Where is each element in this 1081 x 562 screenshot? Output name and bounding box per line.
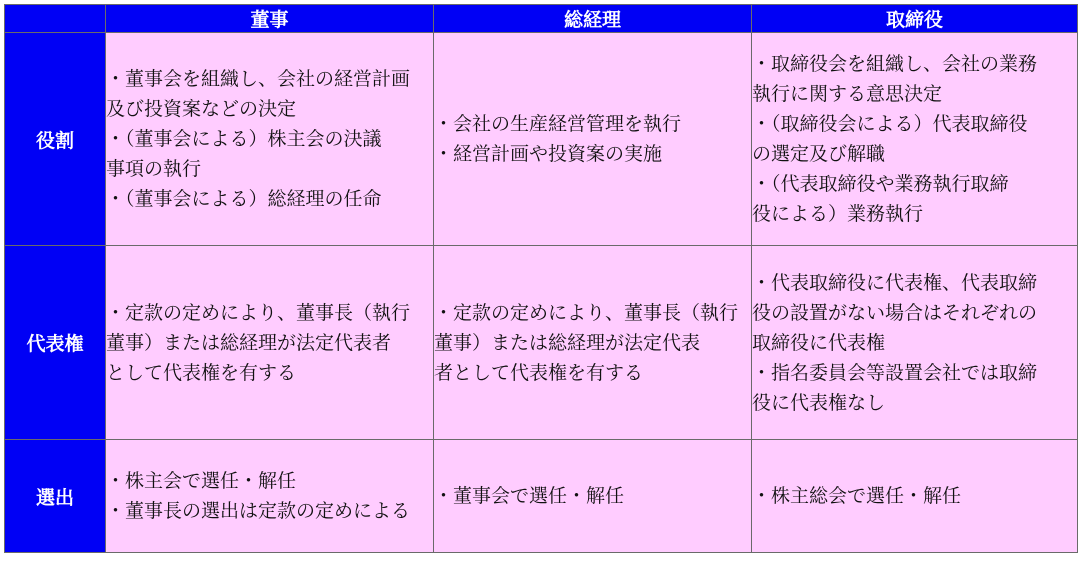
row-header-election: 選出 bbox=[5, 440, 106, 553]
column-header-director: 董事 bbox=[106, 5, 434, 33]
cell-line: ・董事長の選出は定款の定めによる bbox=[106, 500, 411, 522]
cell-line: として代表権を有する bbox=[106, 361, 297, 384]
cell-line: 及び投資案などの決定 bbox=[106, 98, 297, 120]
cell-election-torishimariyaku bbox=[752, 440, 1078, 553]
cell-line: ・株主会で選任・解任 bbox=[106, 470, 297, 492]
cell-line: ・経営計画や投資案の実施 bbox=[434, 143, 663, 165]
column-header-torishimariyaku: 取締役 bbox=[752, 5, 1078, 33]
cell-line: ・指名委員会等設置会社では取締 bbox=[752, 361, 1038, 384]
cell-election-director bbox=[106, 440, 434, 553]
cell-line: ・董事会を組織し、会社の経営計画 bbox=[106, 68, 411, 90]
header-row bbox=[5, 5, 1078, 33]
cell-representation-torishimariyaku bbox=[752, 246, 1078, 440]
cell-line: 者として代表権を有する bbox=[434, 361, 644, 384]
cell-line: 役による）業務執行 bbox=[752, 203, 924, 225]
corner-cell bbox=[5, 5, 106, 33]
cell-line: ・代表取締役に代表権、代表取締 bbox=[752, 271, 1038, 294]
cell-line: ・定款の定めにより、董事長（執行 bbox=[106, 301, 411, 324]
cell-line: 執行に関する意思決定 bbox=[752, 83, 943, 105]
cell-role-torishimariyaku bbox=[752, 33, 1078, 246]
cell-representation-director bbox=[106, 246, 434, 440]
cell-line: ・取締役会を組織し、会社の業務 bbox=[752, 53, 1038, 75]
table-row-role bbox=[5, 33, 1078, 246]
cell-line: 董事）または総経理が法定代表 bbox=[434, 331, 701, 354]
cell-line: ・（代表取締役や業務執行取締 bbox=[752, 173, 1009, 195]
table-row-election bbox=[5, 440, 1078, 553]
cell-line: ・（取締役会による）代表取締役 bbox=[752, 113, 1028, 135]
cell-role-general-manager bbox=[434, 33, 752, 246]
table-row-representation bbox=[5, 246, 1078, 440]
cell-line: ・（董事会による）総経理の任命 bbox=[106, 188, 382, 210]
comparison-table bbox=[4, 4, 1078, 553]
cell-election-general-manager bbox=[434, 440, 752, 553]
cell-line: ・定款の定めにより、董事長（執行 bbox=[434, 301, 739, 324]
cell-line: ・董事会で選任・解任 bbox=[434, 485, 625, 507]
cell-representation-general-manager bbox=[434, 246, 752, 440]
row-header-representation: 代表権 bbox=[5, 246, 106, 440]
cell-line: ・株主総会で選任・解任 bbox=[752, 485, 962, 507]
cell-line: の選定及び解職 bbox=[752, 143, 886, 165]
cell-role-director bbox=[106, 33, 434, 246]
cell-line: ・（董事会による）株主会の決議 bbox=[106, 128, 382, 150]
cell-line: 事項の執行 bbox=[106, 158, 202, 180]
cell-line: 董事）または総経理が法定代表者 bbox=[106, 331, 392, 354]
cell-line: 取締役に代表権 bbox=[752, 331, 886, 354]
cell-line: 役に代表権なし bbox=[752, 391, 886, 414]
column-header-general-manager: 総経理 bbox=[434, 5, 752, 33]
row-header-role: 役割 bbox=[5, 33, 106, 246]
cell-line: ・会社の生産経営管理を執行 bbox=[434, 113, 682, 135]
cell-line: 役の設置がない場合はそれぞれの bbox=[752, 301, 1038, 324]
